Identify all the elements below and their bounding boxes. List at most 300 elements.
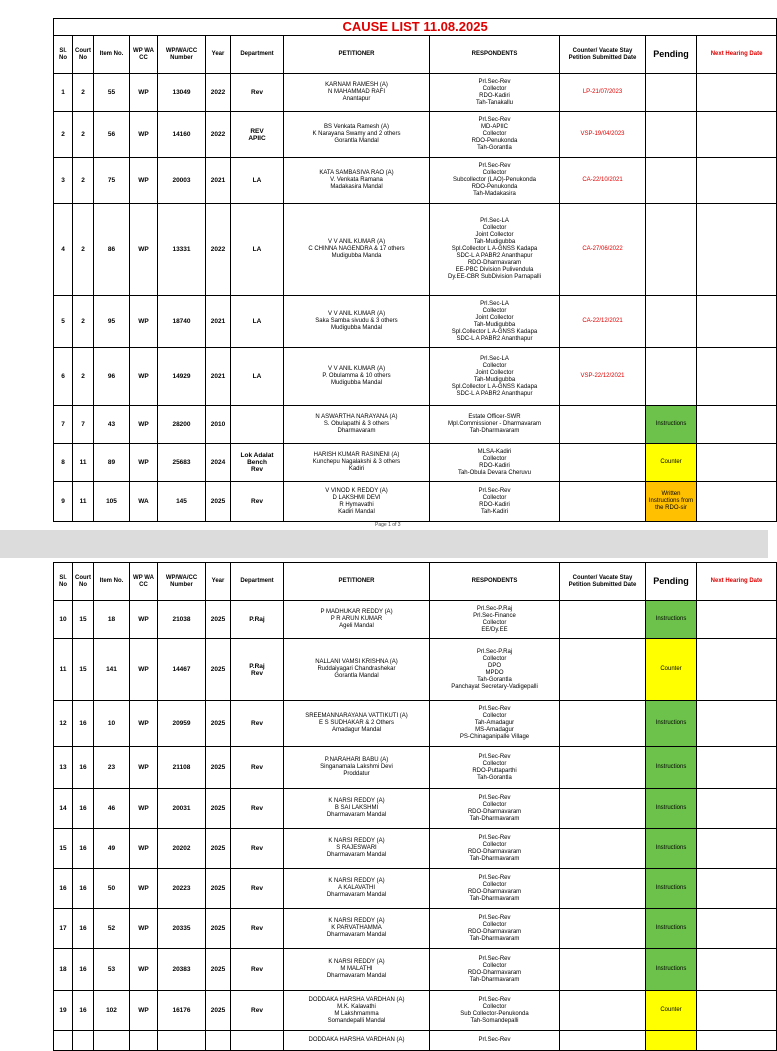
petitioner-cell-line: D LAKSHMI DEVI bbox=[332, 494, 381, 501]
item-no-cell: 49 bbox=[94, 829, 130, 869]
department-cell-line: P.Raj bbox=[249, 662, 265, 670]
petitioner-cell-line: C CHINNA NAGENDRA & 17 others bbox=[308, 246, 405, 252]
petitioner-cell-line: Proddatur bbox=[343, 771, 370, 777]
petitioner-cell-line: R Hymavathi bbox=[339, 501, 374, 508]
item-no-cell: 52 bbox=[94, 909, 130, 949]
court-no-cell: 2 bbox=[73, 348, 94, 406]
case-number-cell: 13331 bbox=[158, 204, 206, 296]
item-no-cell: 96 bbox=[94, 348, 130, 406]
petitioner-cell bbox=[284, 296, 430, 348]
case-number-cell: 20003 bbox=[158, 158, 206, 204]
case-number-cell: 21038 bbox=[158, 601, 206, 639]
next-hearing-cell bbox=[697, 296, 777, 348]
court-no-cell: 16 bbox=[73, 829, 94, 869]
respondents-cell-line: DPO bbox=[487, 662, 501, 669]
petitioner-cell-line: DODDAKA HARSHA VARDHAN (A) bbox=[308, 996, 405, 1003]
next-hearing-cell bbox=[697, 869, 777, 909]
petitioner-cell-line: KARNAM RAMESH (A) bbox=[325, 82, 388, 88]
petitioner-cell bbox=[284, 204, 430, 296]
header-item-no: Item No. bbox=[94, 563, 130, 601]
pending-status-cell: Instructions bbox=[646, 789, 697, 829]
petitioner-cell-line: K PARVATHAMMA bbox=[331, 925, 382, 931]
table-row bbox=[54, 701, 777, 747]
case-number-cell bbox=[158, 1031, 206, 1051]
case-type-cell: WP bbox=[130, 639, 158, 701]
department-cell-line: Rev bbox=[251, 498, 263, 505]
page-number: Page 1 of 3 bbox=[375, 522, 401, 528]
pending-status-cell bbox=[646, 348, 697, 406]
respondents-cell-line: Collector bbox=[482, 131, 507, 137]
petitioner-cell-line: V. Venkata Ramana bbox=[330, 177, 383, 183]
year-cell: 2022 bbox=[206, 112, 231, 158]
case-type-cell: WP bbox=[130, 829, 158, 869]
respondents-cell-line: SDC-L A PABR2 Ananthapur bbox=[456, 253, 533, 259]
pending-status-cell: Instructions bbox=[646, 949, 697, 991]
respondents-cell bbox=[430, 482, 560, 522]
header-pending: Pending bbox=[646, 563, 697, 601]
case-type-cell: WP bbox=[130, 406, 158, 444]
respondents-cell-line: Tah-Dharmavaram bbox=[469, 976, 520, 983]
case-number-cell: 21108 bbox=[158, 747, 206, 789]
submitted-date-cell bbox=[560, 639, 646, 701]
department-cell bbox=[231, 158, 284, 204]
pending-status-cell bbox=[646, 158, 697, 204]
respondents-cell-line: Collector bbox=[482, 921, 507, 928]
respondents-cell-line: RDO-Penukonda bbox=[471, 138, 518, 144]
respondents-cell-line: Prl.Sec-Rev bbox=[478, 117, 511, 123]
header-year: Year bbox=[206, 563, 231, 601]
petitioner-cell bbox=[284, 991, 430, 1031]
respondents-cell-line: Tah-Gorantla bbox=[477, 676, 512, 683]
respondents-cell bbox=[430, 406, 560, 444]
petitioner-cell-line: V V ANIL KUMAR (A) bbox=[327, 366, 386, 372]
petitioner-cell-line: Madakasira Mandal bbox=[330, 184, 383, 190]
petitioner-cell-line: V VINOD K REDDY (A) bbox=[325, 487, 388, 494]
table-row bbox=[54, 601, 777, 639]
respondents-cell-line: Tah-Madakasira bbox=[473, 191, 516, 197]
petitioner-cell-line: Kadiri Mandal bbox=[338, 508, 375, 515]
submitted-date-cell bbox=[560, 701, 646, 747]
case-number-cell: 14467 bbox=[158, 639, 206, 701]
court-no-cell: 2 bbox=[73, 204, 94, 296]
case-number-cell: 28200 bbox=[158, 406, 206, 444]
header-case-number: WP/WA/CC Number bbox=[158, 36, 206, 74]
petitioner-cell-line: P. Obulamma & 10 others bbox=[322, 373, 391, 379]
submitted-date-cell bbox=[560, 482, 646, 522]
petitioner-cell bbox=[284, 74, 430, 112]
respondents-cell-line: Collector bbox=[482, 713, 507, 719]
department-cell bbox=[231, 747, 284, 789]
next-hearing-cell bbox=[697, 1031, 777, 1051]
department-cell-line: Rev bbox=[251, 925, 263, 932]
respondents-cell-line: MS-Amadagur bbox=[475, 727, 514, 733]
respondents-cell-line: Collector bbox=[482, 85, 507, 92]
court-no-cell: 2 bbox=[73, 112, 94, 158]
pending-status-cell bbox=[646, 204, 697, 296]
petitioner-cell bbox=[284, 444, 430, 482]
respondents-cell-line: Tah-Obula Devara Cheruvu bbox=[457, 469, 532, 476]
next-hearing-cell bbox=[697, 991, 777, 1031]
sl-no-cell: 7 bbox=[54, 406, 73, 444]
table-row bbox=[54, 204, 777, 296]
respondents-cell-line: RDO-Dharmavaram bbox=[467, 260, 522, 266]
petitioner-cell-line: Dharmavaram Mandal bbox=[326, 852, 387, 858]
header-row bbox=[54, 563, 777, 601]
petitioner-cell-line: Mudigubba Mandal bbox=[330, 325, 383, 331]
department-cell-line: Rev bbox=[251, 89, 263, 96]
petitioner-cell-line: M Lakshmamma bbox=[334, 1010, 379, 1017]
respondents-cell bbox=[430, 869, 560, 909]
respondents-cell-line: Joint Collector bbox=[475, 232, 514, 238]
department-cell-line: Rev bbox=[251, 885, 263, 892]
department-cell-line: Rev bbox=[251, 805, 263, 812]
respondents-cell-line: Panchayat Secretary-Vadigepalli bbox=[451, 683, 538, 690]
respondents-cell bbox=[430, 348, 560, 406]
respondents-cell-line: Prl.Sec-LA bbox=[480, 300, 509, 307]
header-department: Department bbox=[231, 36, 284, 74]
respondents-cell-line: Tah-Mudigubba bbox=[473, 376, 516, 383]
case-type-cell: WP bbox=[130, 991, 158, 1031]
item-no-cell: 46 bbox=[94, 789, 130, 829]
year-cell bbox=[206, 1031, 231, 1051]
department-cell bbox=[231, 639, 284, 701]
submitted-date-cell bbox=[560, 444, 646, 482]
respondents-cell bbox=[430, 204, 560, 296]
next-hearing-cell bbox=[697, 112, 777, 158]
case-number-cell: 20335 bbox=[158, 909, 206, 949]
respondents-cell-line: Tah-Amadagur bbox=[474, 720, 515, 726]
next-hearing-cell bbox=[697, 639, 777, 701]
case-type-cell: WP bbox=[130, 112, 158, 158]
submitted-date-cell: VSP-22/12/2021 bbox=[560, 348, 646, 406]
petitioner-cell-line: S RAJESWARI bbox=[336, 845, 377, 851]
case-number-cell: 16176 bbox=[158, 991, 206, 1031]
year-cell: 2025 bbox=[206, 747, 231, 789]
respondents-cell-line: SDC-L A PABR2 Ananthapur bbox=[456, 390, 533, 397]
respondents-cell-line: Tah-Kadiri bbox=[480, 508, 508, 515]
respondents-cell-line: Prl.Sec-Rev bbox=[478, 914, 511, 921]
year-cell: 2024 bbox=[206, 444, 231, 482]
petitioner-cell bbox=[284, 639, 430, 701]
respondents-cell-line: Tah-Mudigubba bbox=[473, 239, 516, 245]
pending-status-cell: Instructions bbox=[646, 869, 697, 909]
submitted-date-cell bbox=[560, 869, 646, 909]
respondents-cell bbox=[430, 639, 560, 701]
next-hearing-cell bbox=[697, 949, 777, 991]
pending-status-cell: Counter bbox=[646, 639, 697, 701]
court-no-cell: 16 bbox=[73, 949, 94, 991]
header-court-no: Court No bbox=[73, 36, 94, 74]
submitted-date-cell bbox=[560, 789, 646, 829]
next-hearing-cell bbox=[697, 909, 777, 949]
submitted-date-cell: CA-22/12/2021 bbox=[560, 296, 646, 348]
court-no-cell: 11 bbox=[73, 482, 94, 522]
petitioner-cell bbox=[284, 112, 430, 158]
respondents-cell bbox=[430, 701, 560, 747]
case-type-cell: WP bbox=[130, 296, 158, 348]
department-cell-line: Bench bbox=[247, 459, 267, 466]
item-no-cell: 56 bbox=[94, 112, 130, 158]
petitioner-cell bbox=[284, 601, 430, 639]
respondents-cell-line: Prl.Sec-Rev bbox=[478, 163, 511, 169]
item-no-cell: 18 bbox=[94, 601, 130, 639]
department-cell bbox=[231, 444, 284, 482]
submitted-date-cell bbox=[560, 829, 646, 869]
respondents-cell-line: Tah-Dharmavaram bbox=[469, 428, 520, 434]
petitioner-cell-line: K NARSI REDDY (A) bbox=[328, 878, 385, 884]
petitioner-cell-line: E S SUDHAKAR & 2 Others bbox=[318, 720, 395, 726]
next-hearing-cell bbox=[697, 601, 777, 639]
petitioner-cell-line: V V ANIL KUMAR (A) bbox=[327, 311, 386, 317]
pending-status-cell: Instructions bbox=[646, 701, 697, 747]
department-cell bbox=[231, 204, 284, 296]
case-number-cell: 20202 bbox=[158, 829, 206, 869]
sl-no-cell: 13 bbox=[54, 747, 73, 789]
respondents-cell-line: EE/Dy.EE bbox=[481, 626, 508, 633]
case-type-cell: WP bbox=[130, 701, 158, 747]
petitioner-cell-line: KATA SAMBASIVA RAO (A) bbox=[319, 170, 394, 176]
header-sl-no: Sl. No bbox=[54, 36, 73, 74]
respondents-cell-line: Joint Collector bbox=[475, 369, 514, 376]
department-cell-line: LA bbox=[252, 246, 262, 253]
department-cell-line: REV bbox=[250, 127, 264, 135]
respondents-cell bbox=[430, 74, 560, 112]
respondents-cell-line: Tah-Dharmavaram bbox=[469, 895, 520, 902]
table-row bbox=[54, 444, 777, 482]
pending-status-cell bbox=[646, 112, 697, 158]
respondents-cell-line: Prl.Sec-Rev bbox=[478, 753, 511, 760]
petitioner-cell-line: Mudigubba Manda bbox=[331, 253, 382, 259]
respondents-cell-line: Dy.EE-CBR SubDivision Parnapalli bbox=[448, 274, 541, 280]
next-hearing-cell bbox=[697, 747, 777, 789]
respondents-cell-line: Spl.Collector L A-GNSS Kadapa bbox=[451, 246, 538, 252]
respondents-cell-line: RDO-Dharmavaram bbox=[467, 808, 522, 815]
pending-status-cell: Written Instructions from the RDO-sir bbox=[646, 482, 697, 522]
petitioner-cell-line: K NARSI REDDY (A) bbox=[328, 798, 385, 804]
next-hearing-cell bbox=[697, 348, 777, 406]
department-cell bbox=[231, 74, 284, 112]
submitted-date-cell bbox=[560, 1031, 646, 1051]
respondents-cell-line: Prl.Sec-LA bbox=[480, 218, 509, 224]
petitioner-cell-line: Mudigubba Mandal bbox=[330, 380, 383, 386]
department-cell bbox=[231, 112, 284, 158]
department-cell bbox=[231, 601, 284, 639]
petitioner-cell-line: Anantapur bbox=[342, 96, 371, 102]
respondents-cell-line: RDO-Dharmavaram bbox=[467, 928, 522, 935]
department-cell-line: Rev bbox=[251, 720, 263, 727]
court-no-cell: 16 bbox=[73, 909, 94, 949]
department-cell-line: Rev bbox=[251, 966, 263, 973]
cause-list-table-page-1 bbox=[53, 18, 777, 522]
year-cell: 2025 bbox=[206, 829, 231, 869]
respondents-cell-line: Prl.Sec-Rev bbox=[478, 706, 511, 712]
petitioner-cell-line: Dharmavaram Mandal bbox=[326, 892, 387, 898]
pending-status-cell bbox=[646, 296, 697, 348]
table-row bbox=[54, 789, 777, 829]
respondents-cell-line: Prl.Sec-Rev bbox=[478, 794, 511, 801]
respondents-cell-line: Collector bbox=[482, 307, 507, 314]
petitioner-cell bbox=[284, 949, 430, 991]
case-type-cell: WP bbox=[130, 74, 158, 112]
court-no-cell: 15 bbox=[73, 601, 94, 639]
petitioner-cell-line: Saka Samba sivudu & 3 others bbox=[315, 318, 398, 324]
petitioner-cell-line: K NARSI REDDY (A) bbox=[328, 918, 385, 924]
year-cell: 2025 bbox=[206, 789, 231, 829]
next-hearing-cell bbox=[697, 482, 777, 522]
sl-no-cell: 11 bbox=[54, 639, 73, 701]
sl-no-cell: 19 bbox=[54, 991, 73, 1031]
respondents-cell-line: Joint Collector bbox=[475, 314, 514, 321]
department-cell bbox=[231, 348, 284, 406]
year-cell: 2025 bbox=[206, 601, 231, 639]
pending-status-cell: Instructions bbox=[646, 909, 697, 949]
department-cell bbox=[231, 701, 284, 747]
table-row bbox=[54, 112, 777, 158]
petitioner-cell-line: M MALATHI bbox=[340, 966, 373, 972]
respondents-cell-line: Prl.Sec-Rev bbox=[478, 955, 511, 962]
petitioner-cell-line: Somandepalli Mandal bbox=[327, 1017, 386, 1024]
item-no-cell: 10 bbox=[94, 701, 130, 747]
header-next-hearing-date: Next Hearing Date bbox=[697, 563, 777, 601]
respondents-cell-line: RDO-Penukonda bbox=[471, 184, 518, 190]
respondents-cell-line: Prl.Sec-Rev bbox=[478, 834, 511, 841]
petitioner-cell bbox=[284, 406, 430, 444]
respondents-cell-line: RDO-Dharmavaram bbox=[467, 888, 522, 895]
respondents-cell-line: Prl.Sec-Rev bbox=[478, 996, 511, 1003]
case-type-cell bbox=[130, 1031, 158, 1051]
petitioner-cell bbox=[284, 909, 430, 949]
item-no-cell: 86 bbox=[94, 204, 130, 296]
year-cell: 2021 bbox=[206, 348, 231, 406]
case-number-cell: 20223 bbox=[158, 869, 206, 909]
case-number-cell: 20959 bbox=[158, 701, 206, 747]
year-cell: 2025 bbox=[206, 482, 231, 522]
petitioner-cell-line: Dharmavaram bbox=[337, 428, 376, 434]
header-submitted-date: Counter/ Vacate Stay Petition Submitted Date bbox=[560, 36, 646, 74]
petitioner-cell-line: Singanamala Lakshmi Devi bbox=[320, 764, 393, 770]
respondents-cell-line: Collector bbox=[482, 619, 507, 626]
department-cell-line: LA bbox=[252, 177, 262, 184]
respondents-cell-line: Collector bbox=[482, 225, 507, 231]
sl-no-cell: 16 bbox=[54, 869, 73, 909]
petitioner-cell-line: P R ARUN KUMAR bbox=[330, 616, 383, 622]
item-no-cell: 141 bbox=[94, 639, 130, 701]
department-cell bbox=[231, 909, 284, 949]
case-type-cell: WP bbox=[130, 348, 158, 406]
petitioner-cell-line: Gorantla Mandal bbox=[334, 138, 379, 144]
respondents-cell-line: EE-PBC Division Pulivendula bbox=[455, 267, 534, 273]
sl-no-cell: 6 bbox=[54, 348, 73, 406]
respondents-cell-line: Tah-Gorantla bbox=[477, 774, 512, 781]
petitioner-cell-line: SREEMANNARAYANA VATTIKUTI (A) bbox=[305, 713, 408, 719]
submitted-date-cell bbox=[560, 909, 646, 949]
next-hearing-cell bbox=[697, 158, 777, 204]
submitted-date-cell bbox=[560, 406, 646, 444]
petitioner-cell-line: V V ANIL KUMAR (A) bbox=[327, 239, 386, 245]
sl-no-cell: 18 bbox=[54, 949, 73, 991]
page-2 bbox=[0, 558, 768, 1043]
respondents-cell bbox=[430, 1031, 560, 1051]
header-petitioner: PETITIONER bbox=[284, 36, 430, 74]
respondents-cell-line: MPDO bbox=[485, 669, 504, 676]
petitioner-cell-line: Dharmavaram Mandal bbox=[326, 812, 387, 818]
department-cell-line: P.Raj bbox=[249, 616, 265, 623]
petitioner-cell-line: P.NARAHARI BABU (A) bbox=[324, 757, 389, 763]
department-cell-line: Rev bbox=[251, 669, 263, 677]
table-row bbox=[54, 909, 777, 949]
year-cell: 2022 bbox=[206, 204, 231, 296]
petitioner-cell-line: Kadiri bbox=[348, 466, 365, 472]
sl-no-cell: 12 bbox=[54, 701, 73, 747]
petitioner-cell bbox=[284, 1031, 430, 1051]
header-petitioner: PETITIONER bbox=[284, 563, 430, 601]
respondents-cell-line: RDO-Kadiri bbox=[479, 92, 510, 99]
item-no-cell: 55 bbox=[94, 74, 130, 112]
table-row bbox=[54, 1031, 777, 1051]
respondents-cell bbox=[430, 829, 560, 869]
department-cell bbox=[231, 482, 284, 522]
next-hearing-cell bbox=[697, 406, 777, 444]
table-row bbox=[54, 482, 777, 522]
header-row bbox=[54, 36, 777, 74]
court-no-cell: 2 bbox=[73, 74, 94, 112]
page-title: CAUSE LIST 11.08.2025 bbox=[54, 19, 777, 36]
respondents-cell bbox=[430, 444, 560, 482]
petitioner-cell-line: Gorantla Mandal bbox=[334, 673, 379, 679]
court-no-cell: 2 bbox=[73, 158, 94, 204]
submitted-date-cell bbox=[560, 949, 646, 991]
header-submitted-date: Counter/ Vacate Stay Petition Submitted Date bbox=[560, 563, 646, 601]
department-cell bbox=[231, 789, 284, 829]
department-cell bbox=[231, 991, 284, 1031]
header-respondents: RESPONDENTS bbox=[430, 36, 560, 74]
submitted-date-cell bbox=[560, 601, 646, 639]
sl-no-cell: 15 bbox=[54, 829, 73, 869]
table-row bbox=[54, 747, 777, 789]
department-cell-line: Lok Adalat bbox=[240, 452, 274, 459]
submitted-date-cell: CA-27/06/2022 bbox=[560, 204, 646, 296]
sl-no-cell: 9 bbox=[54, 482, 73, 522]
respondents-cell-line: Prl.Sec-Rev bbox=[478, 874, 511, 881]
table-row bbox=[54, 869, 777, 909]
case-number-cell: 145 bbox=[158, 482, 206, 522]
respondents-cell-line: Prl.Sec-Rev bbox=[478, 487, 511, 494]
respondents-cell-line: Tah-Somandepalli bbox=[470, 1017, 519, 1024]
item-no-cell: 43 bbox=[94, 406, 130, 444]
year-cell: 2025 bbox=[206, 701, 231, 747]
respondents-cell-line: Sub Collector-Penukonda bbox=[460, 1010, 529, 1017]
respondents-cell-line: SDC-L A PABR2 Ananthapur bbox=[456, 335, 533, 342]
item-no-cell: 102 bbox=[94, 991, 130, 1031]
submitted-date-cell bbox=[560, 747, 646, 789]
respondents-cell-line: RDO-Kadiri bbox=[479, 462, 510, 469]
respondents-cell bbox=[430, 991, 560, 1031]
sl-no-cell: 17 bbox=[54, 909, 73, 949]
case-type-cell: WP bbox=[130, 909, 158, 949]
submitted-date-cell: VSP-19/04/2023 bbox=[560, 112, 646, 158]
petitioner-cell-line: DODDAKA HARSHA VARDHAN (A) bbox=[308, 1037, 405, 1043]
respondents-cell-line: RDO-Dharmavaram bbox=[467, 848, 522, 855]
petitioner-cell-line: HARISH KUMAR RASINENI (A) bbox=[313, 452, 400, 458]
table-row bbox=[54, 829, 777, 869]
table-row bbox=[54, 949, 777, 991]
department-cell-line: Rev bbox=[251, 466, 263, 473]
department-cell bbox=[231, 829, 284, 869]
case-type-cell: WP bbox=[130, 789, 158, 829]
header-case-type: WP WA CC bbox=[130, 36, 158, 74]
year-cell: 2025 bbox=[206, 991, 231, 1031]
respondents-cell-line: Collector bbox=[482, 962, 507, 969]
